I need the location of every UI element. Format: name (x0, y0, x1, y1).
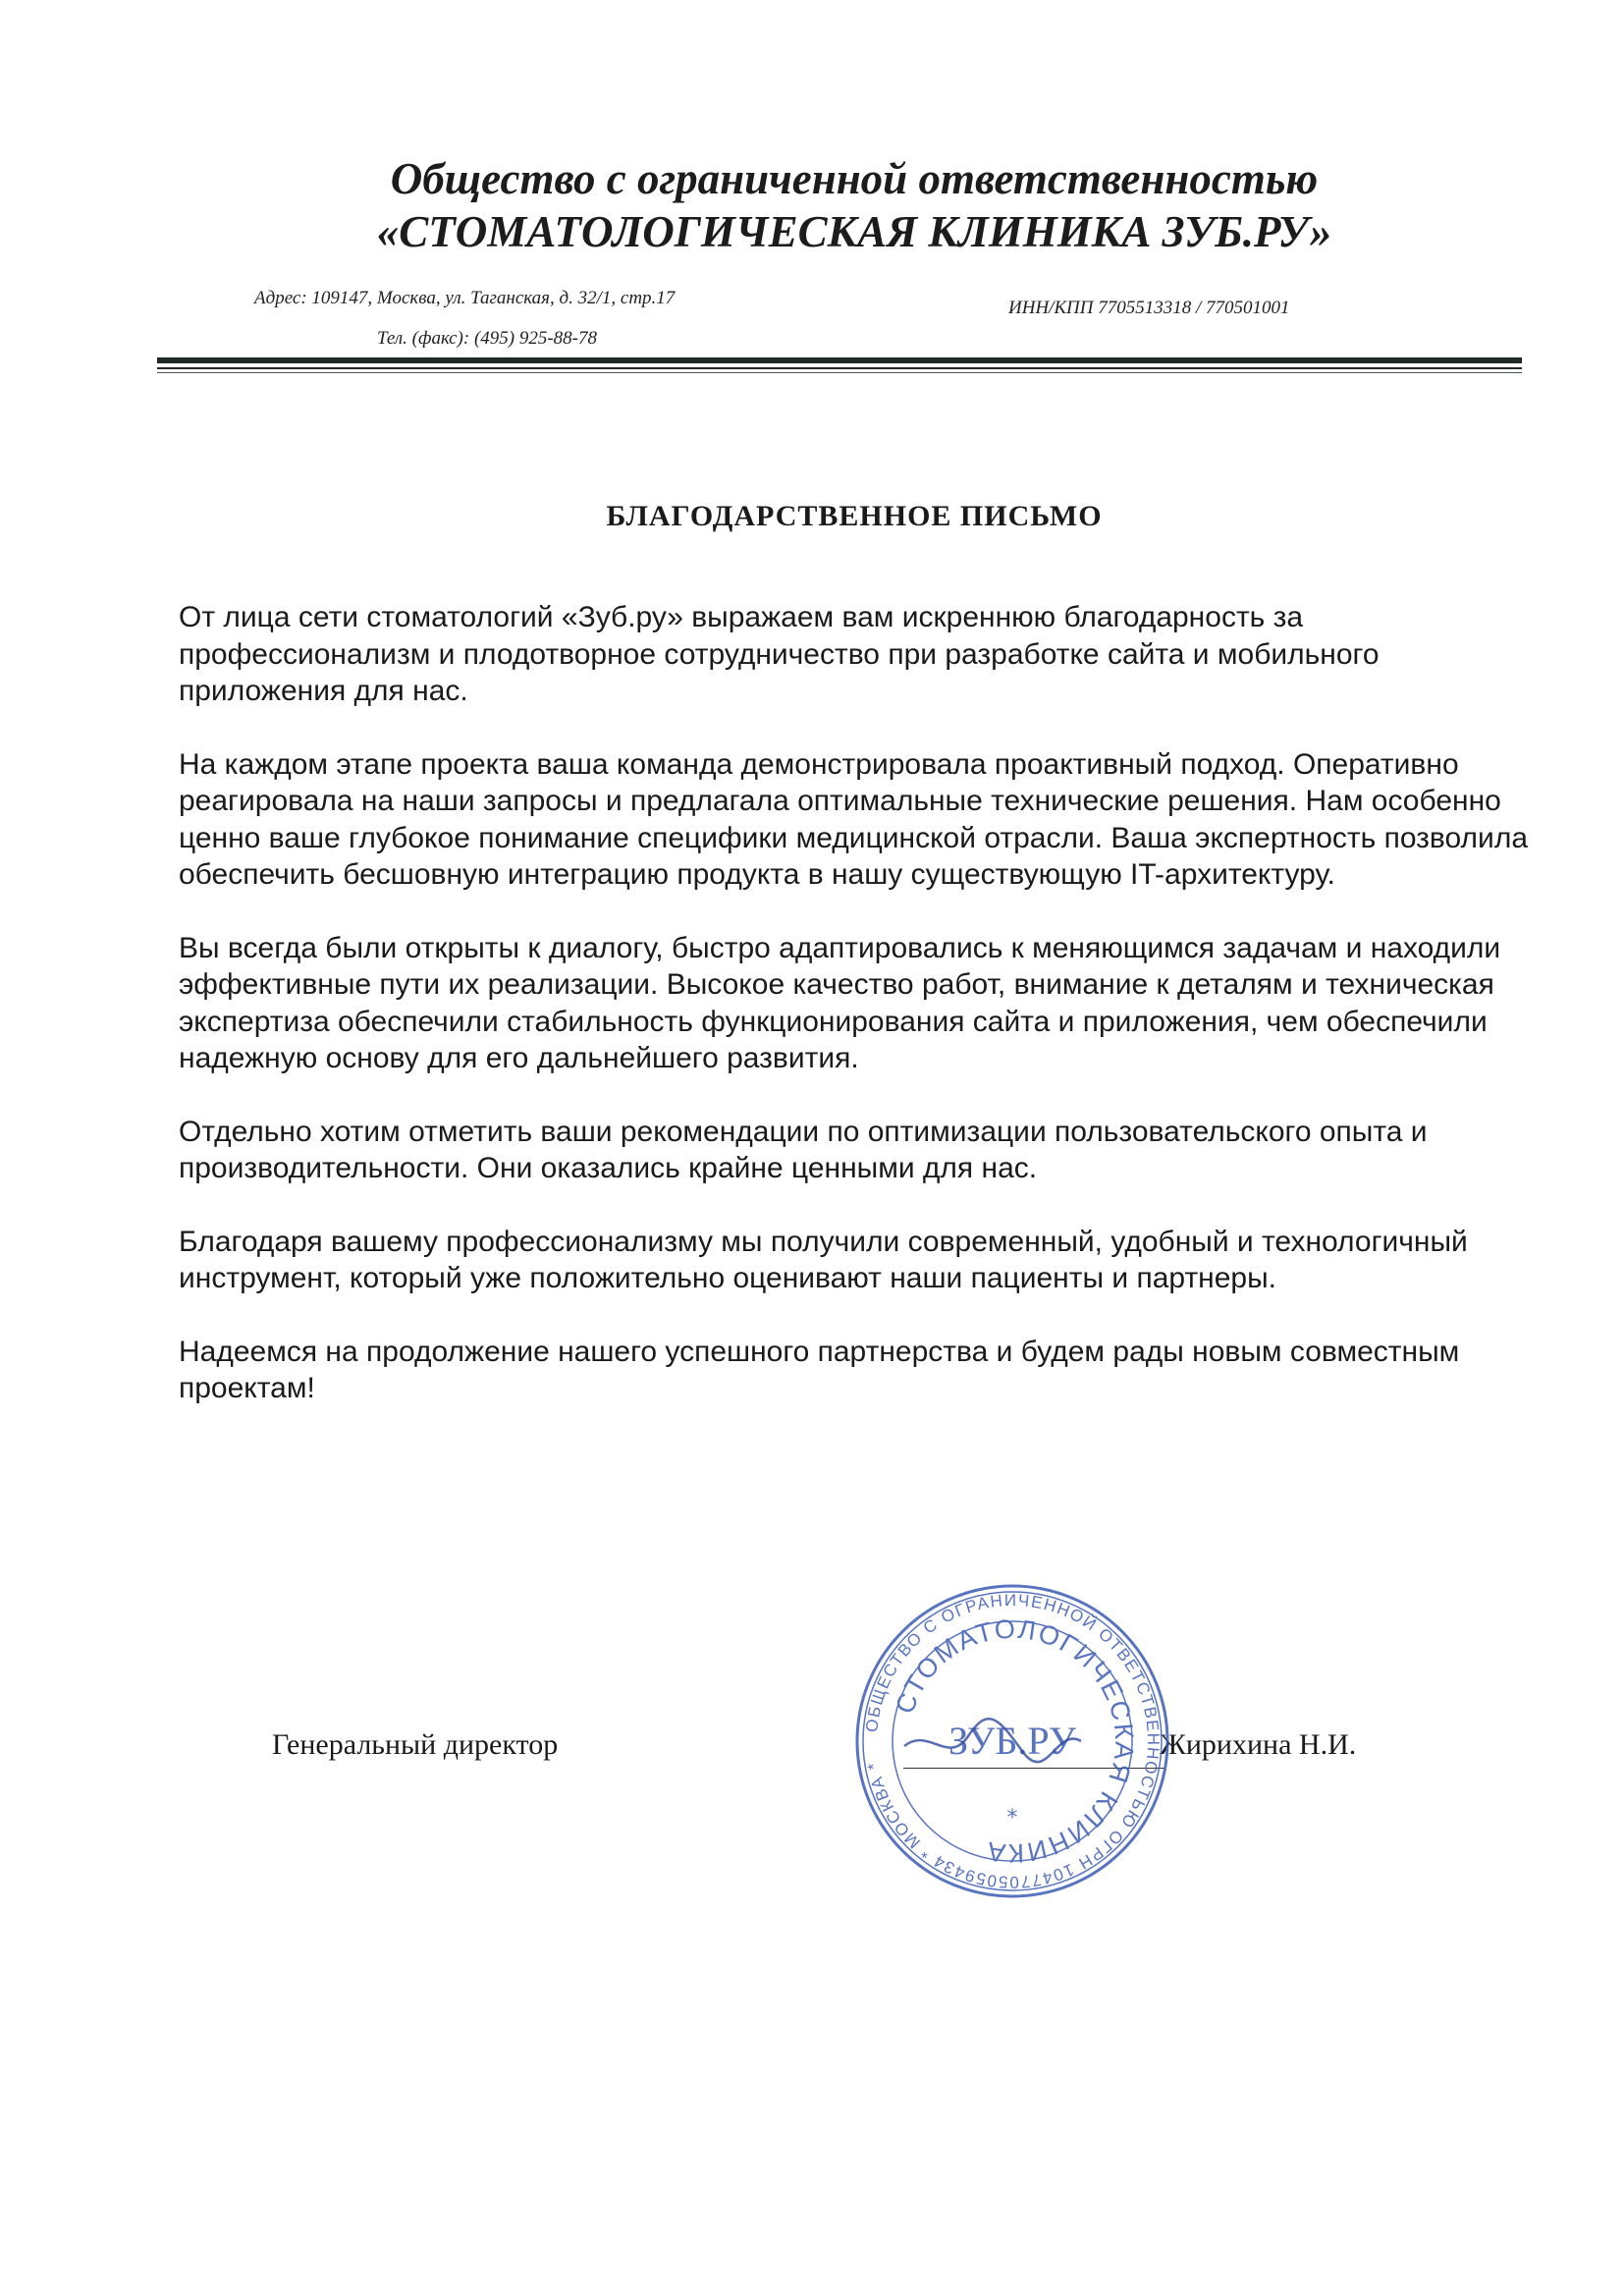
header-divider-thin (157, 367, 1522, 369)
header-divider-hairline (157, 372, 1522, 373)
paragraph: Благодаря вашему профессионализму мы получили современный, удобный и технологичный инструмент, который уже положительно оценивают наши пациенты и партнеры. (179, 1225, 1468, 1294)
stamp-inner-textpath: СТОМАТОЛОГИЧЕСКАЯ КЛИНИКА (890, 1613, 1140, 1869)
paragraph: Вы всегда были открыты к диалогу, быстро адаптировались к меняющимся задачам и находили эффективные пути их реализации. Высокое качество работ, внимание к деталям и техническая экспертиза обеспечили стабильность функционирования сайта и приложения, чем обеспечили надежную основу для его дальнейшего развития. (179, 931, 1501, 1074)
stamp-outer-textpath: ОБЩЕСТВО С ОГРАНИЧЕННОЙ ОТВЕТСТВЕННОСТЬЮ ОГРН 1047705059434 * МОСКВА * (862, 1590, 1164, 1892)
paragraph: Надеемся на продолжение нашего успешного партнерства и будем рады новым совместным проектам! (179, 1335, 1460, 1404)
org-phone: Тел. (факс): (495) 925-88-78 (377, 328, 598, 349)
paragraph: На каждом этапе проекта ваша команда демонстрировала проактивный подход. Оперативно реагировала на наши запросы и предлагала оптимальные технические решения. Нам особенно ценно ваше глубокое понимание специфики медицинской отрасли. Ваша экспертность позволила обеспечить бесшовную интеграцию продукта в нашу существующую IT-архитектуру. (179, 747, 1529, 891)
document-title: БЛАГОДАРСТВЕННОЕ ПИСЬМО (606, 500, 1103, 532)
company-seal-stamp (850, 1579, 1174, 1903)
signatory-position: Генеральный директор (272, 1728, 559, 1761)
org-address: Адрес: 109147, Москва, ул. Таганская, д. 32/1, стр.17 (254, 288, 676, 308)
signatory-name: Жирихина Н.И. (1160, 1728, 1357, 1761)
org-name-line2: «СТОМАТОЛОГИЧЕСКАЯ КЛИНИКА ЗУБ.РУ» (376, 207, 1332, 256)
letter-body (179, 599, 1534, 1444)
org-name-line1: Общество с ограниченной ответственностью (390, 154, 1319, 203)
stamp-center-text: ЗУБ.РУ (948, 1719, 1076, 1763)
paragraph: От лица сети стоматологий «Зуб.ру» выражаем вам искреннюю благодарность за профессионализм и плодотворное сотрудничество при разработке сайта и мобильного приложения для нас. (179, 601, 1380, 707)
stamp-star-icon: * (1006, 1806, 1018, 1831)
org-inn-kpp: ИНН/КПП 7705513318 / 770501001 (1008, 298, 1290, 318)
header-divider-thick (157, 357, 1522, 363)
paragraph: Отдельно хотим отметить ваши рекомендации по оптимизации пользовательского опыта и производительности. Они оказались крайне ценными для нас. (179, 1115, 1428, 1184)
